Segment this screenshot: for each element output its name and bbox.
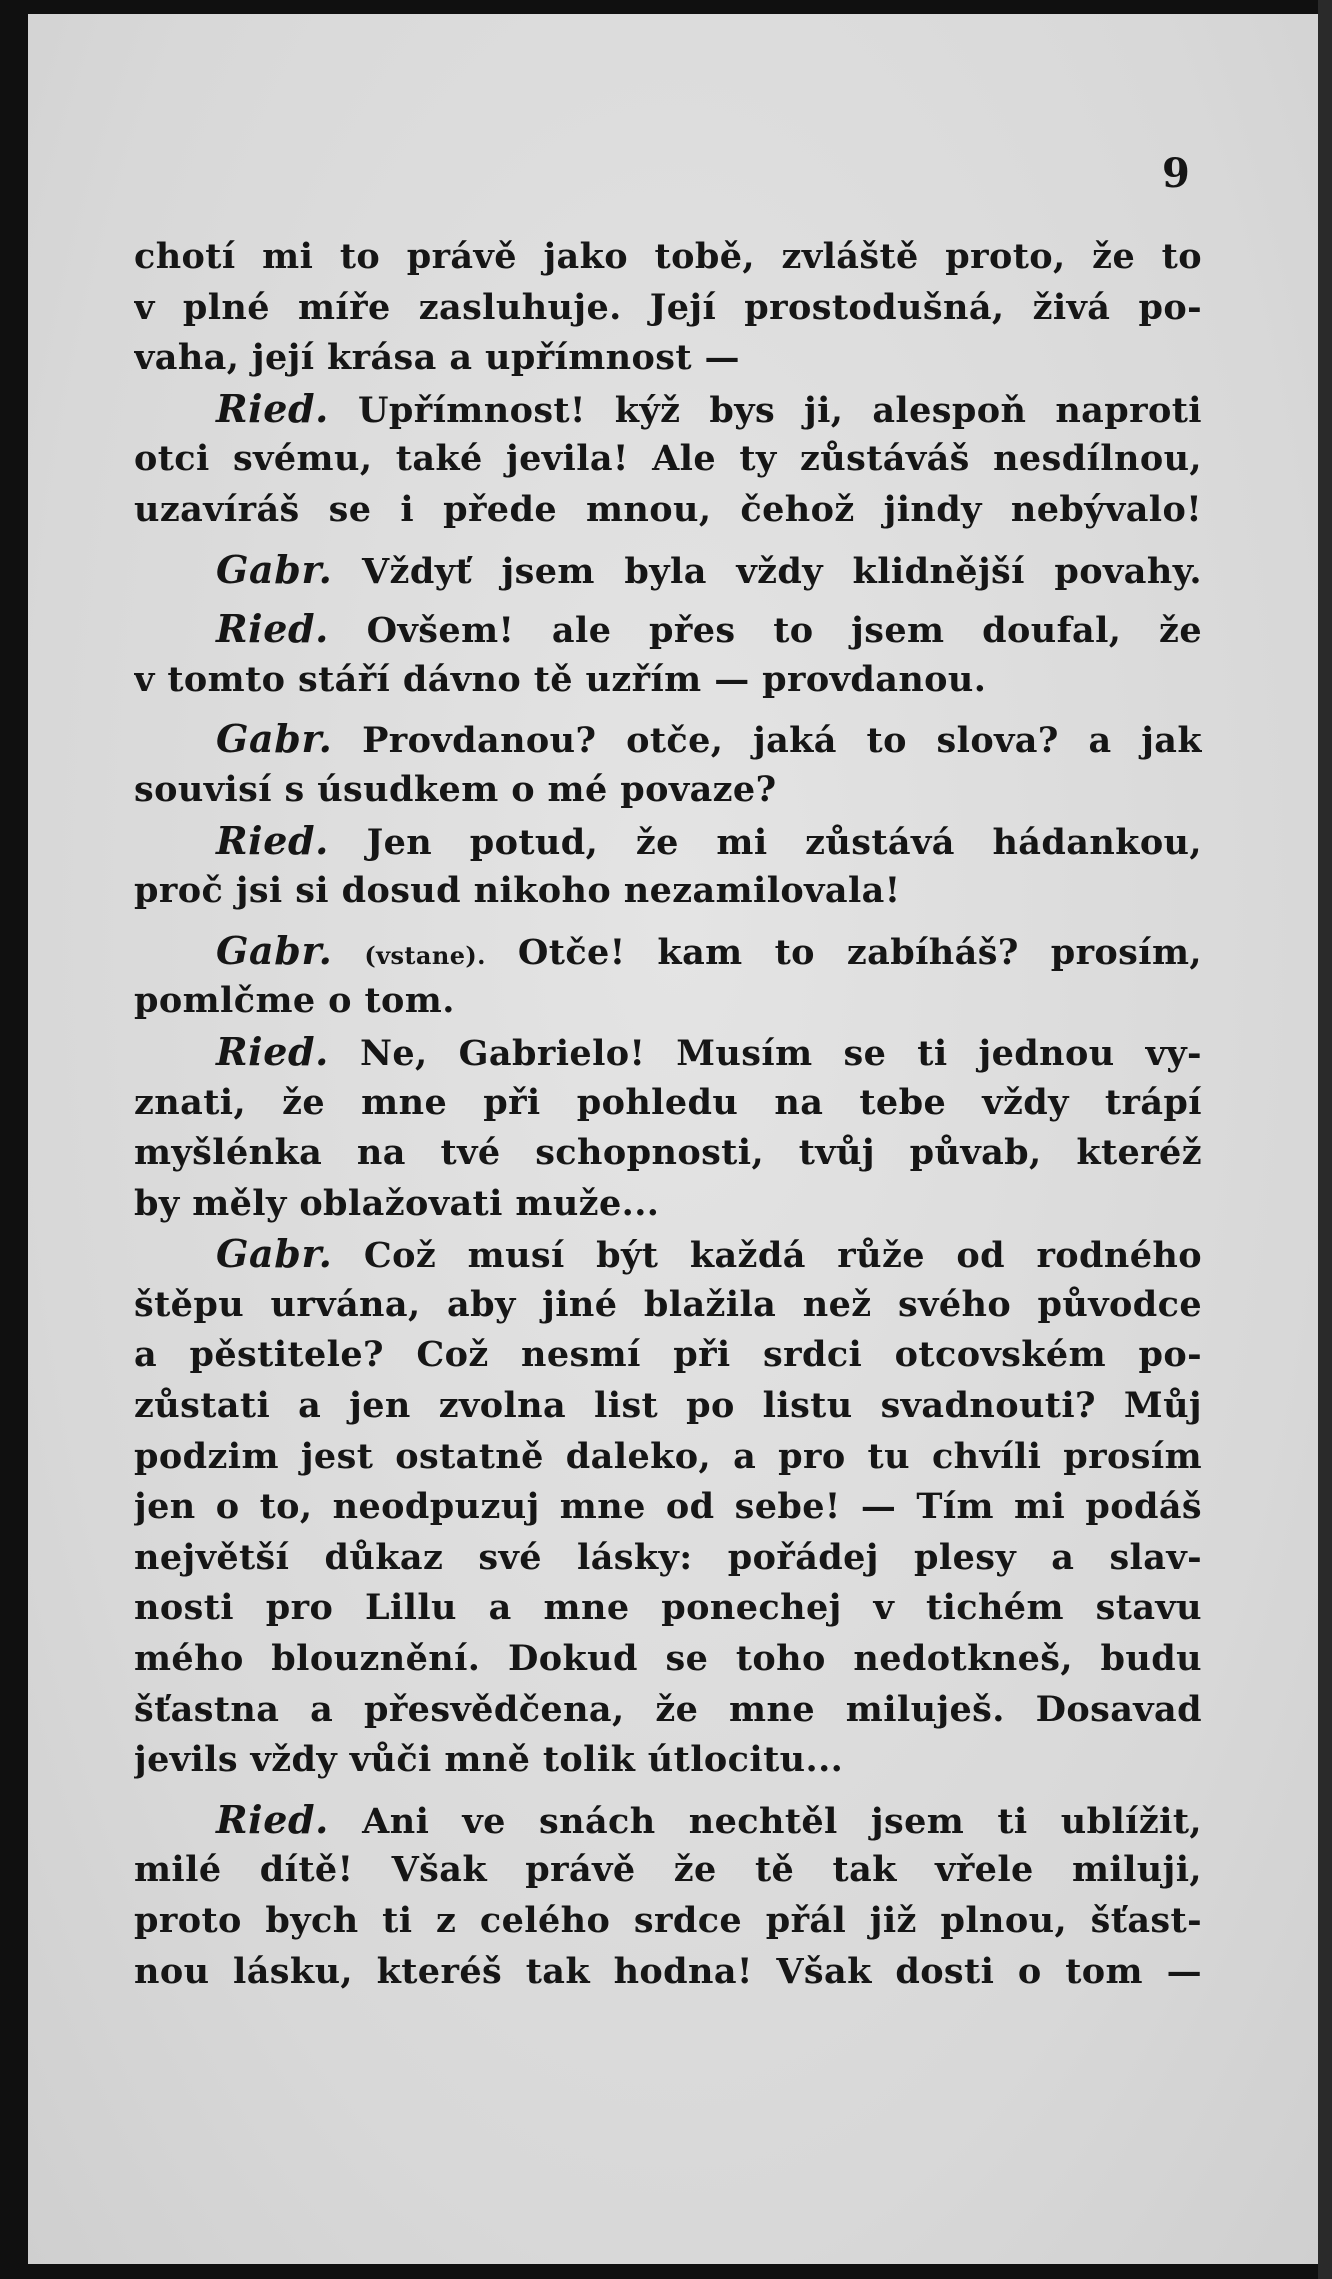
text-line: znati, že mne při pohledu na tebe vždy trápí	[134, 1081, 1202, 1123]
page-text	[134, 232, 1202, 1997]
text-line: proto bych ti z celého srdce přál již plnou, šťast-	[134, 1900, 1202, 1941]
dialogue-line: Gabr. (vstane). Otče! kam to zabíháš? prosím,	[216, 927, 1202, 973]
text-line: jen o to, neodpuzuj mne od sebe! — Tím mi podáš	[134, 1486, 1202, 1528]
text-line: pomlčme o tom.	[134, 980, 455, 1022]
text-line: nosti pro Lillu a mne ponechej v tichém stavu	[134, 1587, 1202, 1629]
text-line: vaha, její krása a upřímnost —	[134, 337, 740, 379]
text-line: největší důkaz své lásky: pořádej plesy a slav-	[134, 1536, 1202, 1578]
text-line: v tomto stáří dávno tě uzřím — provdanou.	[134, 658, 987, 700]
text-line: šťastna a přesvědčena, že mne miluješ. Dosavad	[134, 1688, 1202, 1730]
dialogue-line: Gabr. Provdanou? otče, jaká to slova? a jak	[216, 716, 1202, 762]
speaker-name: Ried.	[216, 1796, 329, 1842]
speaker-name: Ried.	[216, 1028, 329, 1074]
text-line: proč jsi si dosud nikoho nezamilovala!	[134, 870, 901, 912]
text-line: uzavíráš se i přede mnou, čehož jindy nebývalo!	[134, 488, 1202, 530]
speaker-name: Ried.	[216, 817, 329, 863]
speaker-name: Gabr.	[216, 716, 333, 762]
dialogue-line: Ried. Ani ve snách nechtěl jsem ti ublížit,	[216, 1796, 1202, 1842]
text-line: jevils vždy vůči mně tolik útlocitu...	[134, 1739, 844, 1781]
dialogue-line: Gabr. Což musí být každá růže od rodného	[216, 1231, 1202, 1277]
dialogue-line: Ried. Ne, Gabrielo! Musím se ti jednou vy-	[216, 1028, 1202, 1074]
text-line: nou lásku, kteréš tak hodna! Však dosti o tom —	[134, 1950, 1202, 1992]
speaker-name: Gabr.	[216, 546, 333, 592]
text-line: zůstati a jen zvolna list po listu svadnouti? Můj	[134, 1385, 1202, 1427]
text-line: podzim jest ostatně daleko, a pro tu chvíli prosím	[134, 1435, 1202, 1477]
text-line: myšlénka na tvé schopnosti, tvůj půvab, kteréž	[134, 1132, 1202, 1174]
text-line: souvisí s úsudkem o mé povaze?	[134, 768, 777, 810]
text-line: štěpu urvána, aby jiné blažila než svého původce	[134, 1283, 1202, 1325]
stage-direction: (vstane).	[364, 940, 486, 970]
dialogue-line: Ried. Upřímnost! kýž bys ji, alespoň naproti	[216, 385, 1202, 431]
text-line: by měly oblažovati muže...	[134, 1182, 660, 1224]
page-edge	[1318, 0, 1332, 2279]
dialogue-line: Ried. Jen potud, že mi zůstává hádankou,	[216, 817, 1202, 863]
dialogue-line: Ried. Ovšem! ale přes to jsem doufal, že	[216, 606, 1202, 652]
text-line: milé dítě! Však právě že tě tak vřele miluji,	[134, 1849, 1202, 1891]
page-number: 9	[1162, 150, 1190, 197]
text-line: otci svému, také jevila! Ale ty zůstáváš nesdílnou,	[134, 438, 1202, 480]
speaker-name: Ried.	[216, 606, 329, 652]
speaker-name: Ried.	[216, 385, 329, 431]
text-line: a pěstitele? Což nesmí při srdci otcovském po-	[134, 1334, 1202, 1376]
text-line: v plné míře zasluhuje. Její prostodušná, živá po-	[134, 286, 1202, 328]
dialogue-line: Gabr. Vždyť jsem byla vždy klidnější povahy.	[216, 546, 1202, 592]
text-line: chotí mi to právě jako tobě, zvláště proto, že to	[134, 236, 1202, 277]
speaker-name: Gabr.	[216, 927, 333, 973]
text-line: mého blouznění. Dokud se toho nedotkneš, budu	[134, 1638, 1202, 1680]
speaker-name: Gabr.	[216, 1231, 333, 1277]
